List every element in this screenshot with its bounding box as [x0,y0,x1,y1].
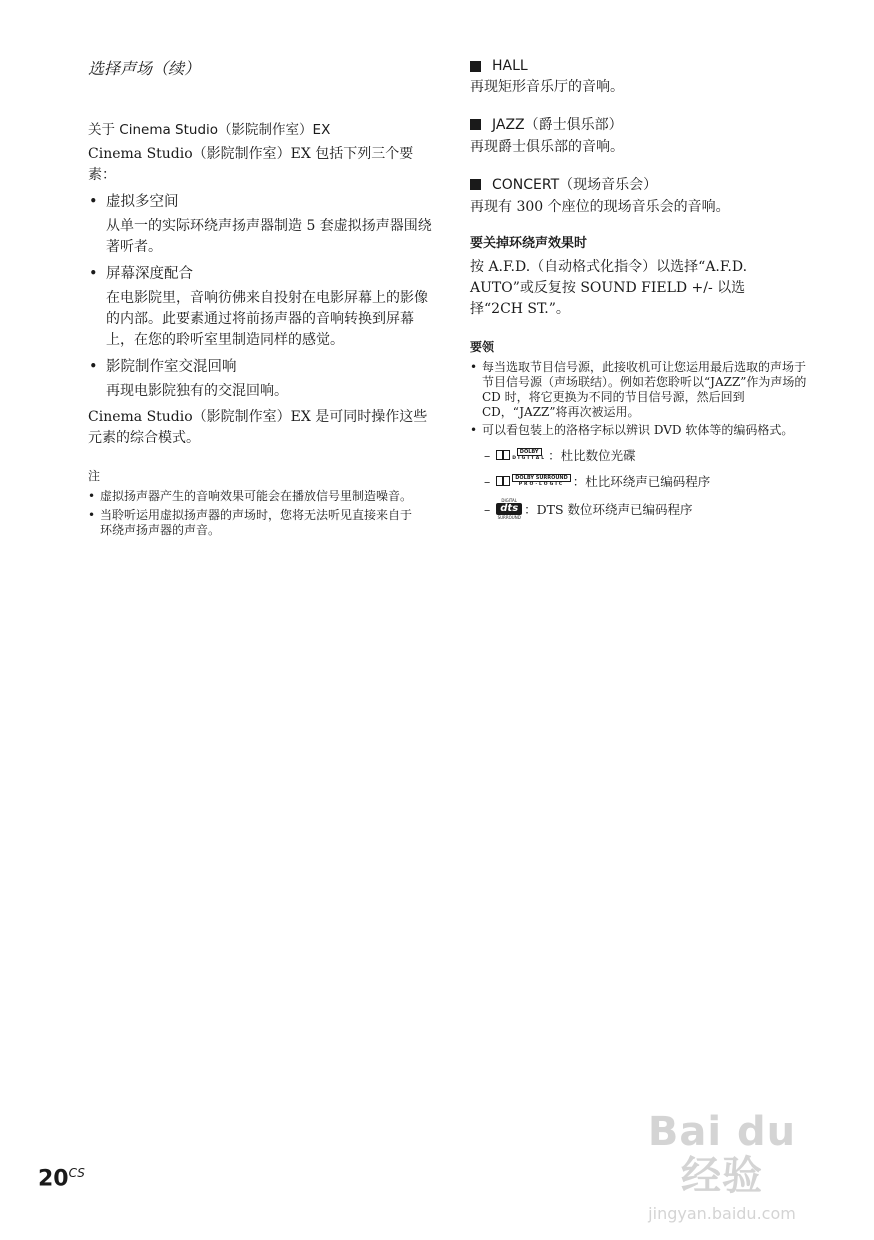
element-list [88,191,433,402]
note-item: • 虚拟扬声器产生的音响效果可能会在播放信号里制造噪音。 [88,489,418,504]
mode-heading [470,58,820,74]
logo-line-dts: – DIGITAL dts SURROUND ：DTS 数位环绕声已编码程序 [484,498,693,520]
logo-desc: ：杜比数位光碟 [548,448,636,463]
mode-heading [470,174,820,194]
mode-name: JAZZ（爵士俱乐部） [492,117,623,133]
about-section [88,118,433,538]
element-desc: 在电影院里，音响彷佛来自投射在电影屏幕上的影像的内部。此要素通过将前扬声器的音响转换到屏幕上，在您的聆听室里制造同样的感觉。 [106,290,428,348]
note-item: • 当聆听运用虚拟扬声器的声场时，您将无法听见直接来自于环绕声扬声器的声音。 [88,508,418,538]
section-title: 选择声场（续） [88,59,201,78]
tip-item: • 可以看包装上的洛格字标以辨识 DVD 软体等的编码格式。 [470,423,810,438]
about-intro: Cinema Studio（影院制作室）EX 包括下列三个要素： [88,146,414,183]
square-bullet-icon [470,61,481,72]
element-title: • 虚拟多空间 [88,191,433,213]
logo-line-dolby-digital: – DOLBY DIGITAL ：杜比数位光碟 [484,447,636,463]
mode-heading [470,114,820,134]
tips-block [470,338,810,520]
element-title: • 屏幕深度配合 [88,263,433,285]
mode-desc: 再现有 300 个座位的现场音乐会的音响。 [470,199,730,215]
turnoff-text: 按 A.F.D.（自动格式化指令）以选择“A.F.D. AUTO”或反复按 SOUND FIELD +/- 以选择“2CH ST.”。 [470,259,748,317]
logo-desc: ：DTS 数位环绕声已编码程序 [524,502,693,517]
page-number: $20^{CS}$ [38,1166,85,1192]
dolby-surround-logo-icon: DOLBY SURROUND PRO·LOGIC [496,474,571,488]
turnoff-heading: 要关掉环绕声效果时 [470,236,588,251]
dolby-digital-logo-icon: DOLBY DIGITAL [496,448,546,462]
element-desc: 再现电影院独有的交混回响。 [106,383,288,399]
note-label: 注 [88,469,101,483]
element-title: • 影院制作室交混回响 [88,356,433,378]
about-heading: 关于 Cinema Studio（影院制作室）EX [88,122,331,138]
mode-name: CONCERT（现场音乐会） [492,177,658,193]
notes-block [88,467,418,538]
mode-name: HALL [492,58,528,74]
modes-list [470,58,820,520]
mode-desc: 再现矩形音乐厅的音响。 [470,79,624,95]
tips-label: 要领 [470,340,495,354]
about-outro: Cinema Studio（影院制作室）EX 是可同时操作这些元素的综合模式。 [88,409,428,446]
dts-logo-icon: DIGITAL dts SURROUND [497,498,521,520]
tip-item: • 每当选取节目信号源，此接收机可让您运用最后选取的声场于节目信号源（声场联结）。例如若您聆听以“JAZZ”作为声场的 CD 时，将它更换为不同的节目信号源，然后回到 CD，“JAZZ”将再次被运用。 [470,360,810,420]
element-desc: 从单一的实际环绕声扬声器制造 5 套虚拟扬声器围绕著听者。 [106,218,432,255]
mode-desc: 再现爵士俱乐部的音响。 [470,139,624,155]
square-bullet-icon [470,179,481,190]
baidu-watermark-logo: Bai du 经验 jingyan.baidu.com [647,1109,797,1223]
logo-line-dolby-surround: – DOLBY SURROUND PRO·LOGIC ：杜比环绕声已编码程序 [484,473,711,489]
logo-desc: ：杜比环绕声已编码程序 [572,474,711,489]
square-bullet-icon [470,119,481,130]
